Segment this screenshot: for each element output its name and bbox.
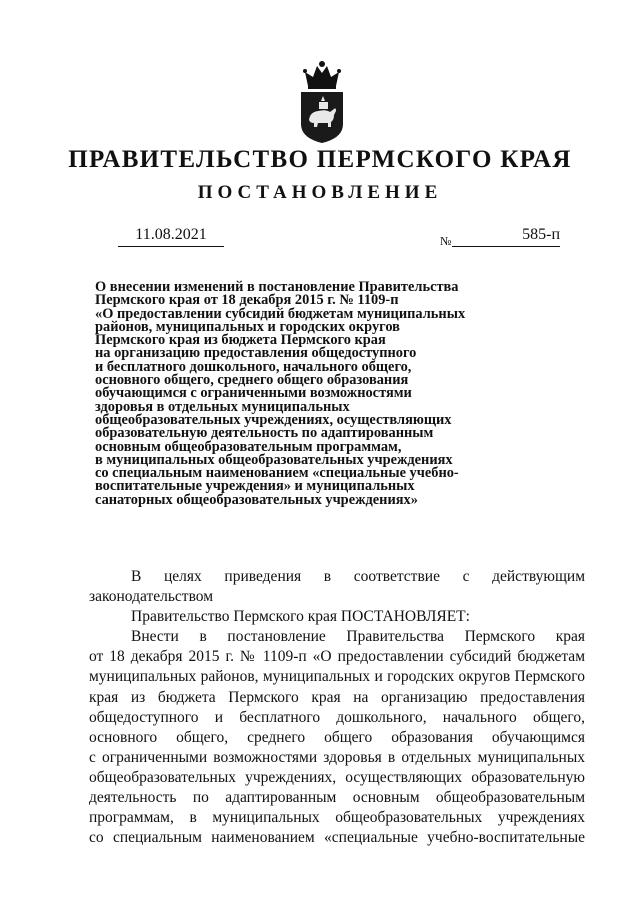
subject-line: «О предоставлении субсидий бюджетам муниципальных <box>95 305 466 322</box>
body-line: программам, в муниципальных общеобразовательных учреждениях <box>89 809 585 827</box>
subject-line: и бесплатного дошкольного, начального общего, <box>95 358 412 375</box>
government-title: ПРАВИТЕЛЬСТВО ПЕРМСКОГО КРАЯ <box>68 146 572 173</box>
subject-line: основного общего, среднего общего образования <box>95 372 409 389</box>
subject-line: со специальным наименованием «специальные учебно- <box>95 465 459 482</box>
subject-line: на организацию предоставления общедоступного <box>95 345 417 362</box>
body-line: от 18 декабря 2015 г. № 1109-п «О предоставлении субсидий бюджетам <box>89 648 585 666</box>
body-line: законодательством <box>89 588 214 606</box>
document-date: 11.08.2021 <box>118 226 224 247</box>
body-line: с ограниченными возможностями здоровья в отдельных муниципальных <box>89 748 585 766</box>
number-label: № <box>440 234 452 248</box>
body-line: основного общего, среднего общего образования обучающимся <box>89 728 585 746</box>
coat-of-arms-icon <box>296 60 348 144</box>
subject-line: обучающимся с ограниченными возможностями <box>95 385 412 402</box>
body-line: В целях приведения в соответствие с действующим <box>131 568 585 585</box>
subject-line: О внесении изменений в постановление Правительства <box>95 279 459 295</box>
subject-line: основным общеобразовательным программам, <box>95 438 402 455</box>
document-subject <box>95 281 515 507</box>
subject-line: образовательную деятельность по адаптированным <box>95 425 434 442</box>
body-line: муниципальных районов, муниципальных и городских округов Пермского <box>89 668 585 686</box>
subject-line: общеобразовательных учреждениях, осуществляющих <box>95 411 452 428</box>
subject-line: здоровья в отдельных муниципальных <box>95 398 350 415</box>
body-line: края из бюджета Пермского края на организацию предоставления <box>89 688 585 706</box>
body-line: Внести в постановление Правительства Пермского края <box>131 628 585 646</box>
body-line: общеобразовательных учреждениях, осуществляющих образовательную <box>89 768 585 786</box>
subject-line: Пермского края от 18 декабря 2015 г. № 1109-п <box>95 292 399 309</box>
document-body <box>89 567 585 848</box>
document-type: ПОСТАНОВЛЕНИЕ <box>197 182 443 203</box>
resolution-line: Правительство Пермского края ПОСТАНОВЛЯЕТ: <box>131 608 470 626</box>
subject-line: Пермского края из бюджета Пермского края <box>95 332 386 349</box>
subject-line: районов, муниципальных и городских округов <box>95 318 400 335</box>
subject-line: в муниципальных общеобразовательных учреждениях <box>95 451 453 468</box>
document-number: 585-п <box>452 226 560 247</box>
subject-line: санаторных общеобразовательных учреждениях» <box>95 491 418 508</box>
subject-line: воспитательные учреждения» и муниципальных <box>95 478 415 495</box>
body-line: общедоступного и бесплатного дошкольного, начального общего, <box>89 708 585 726</box>
body-line: со специальным наименованием «специальные учебно-воспитательные <box>89 829 585 847</box>
body-line: деятельность по адаптированным основным общеобразовательным <box>89 789 585 807</box>
